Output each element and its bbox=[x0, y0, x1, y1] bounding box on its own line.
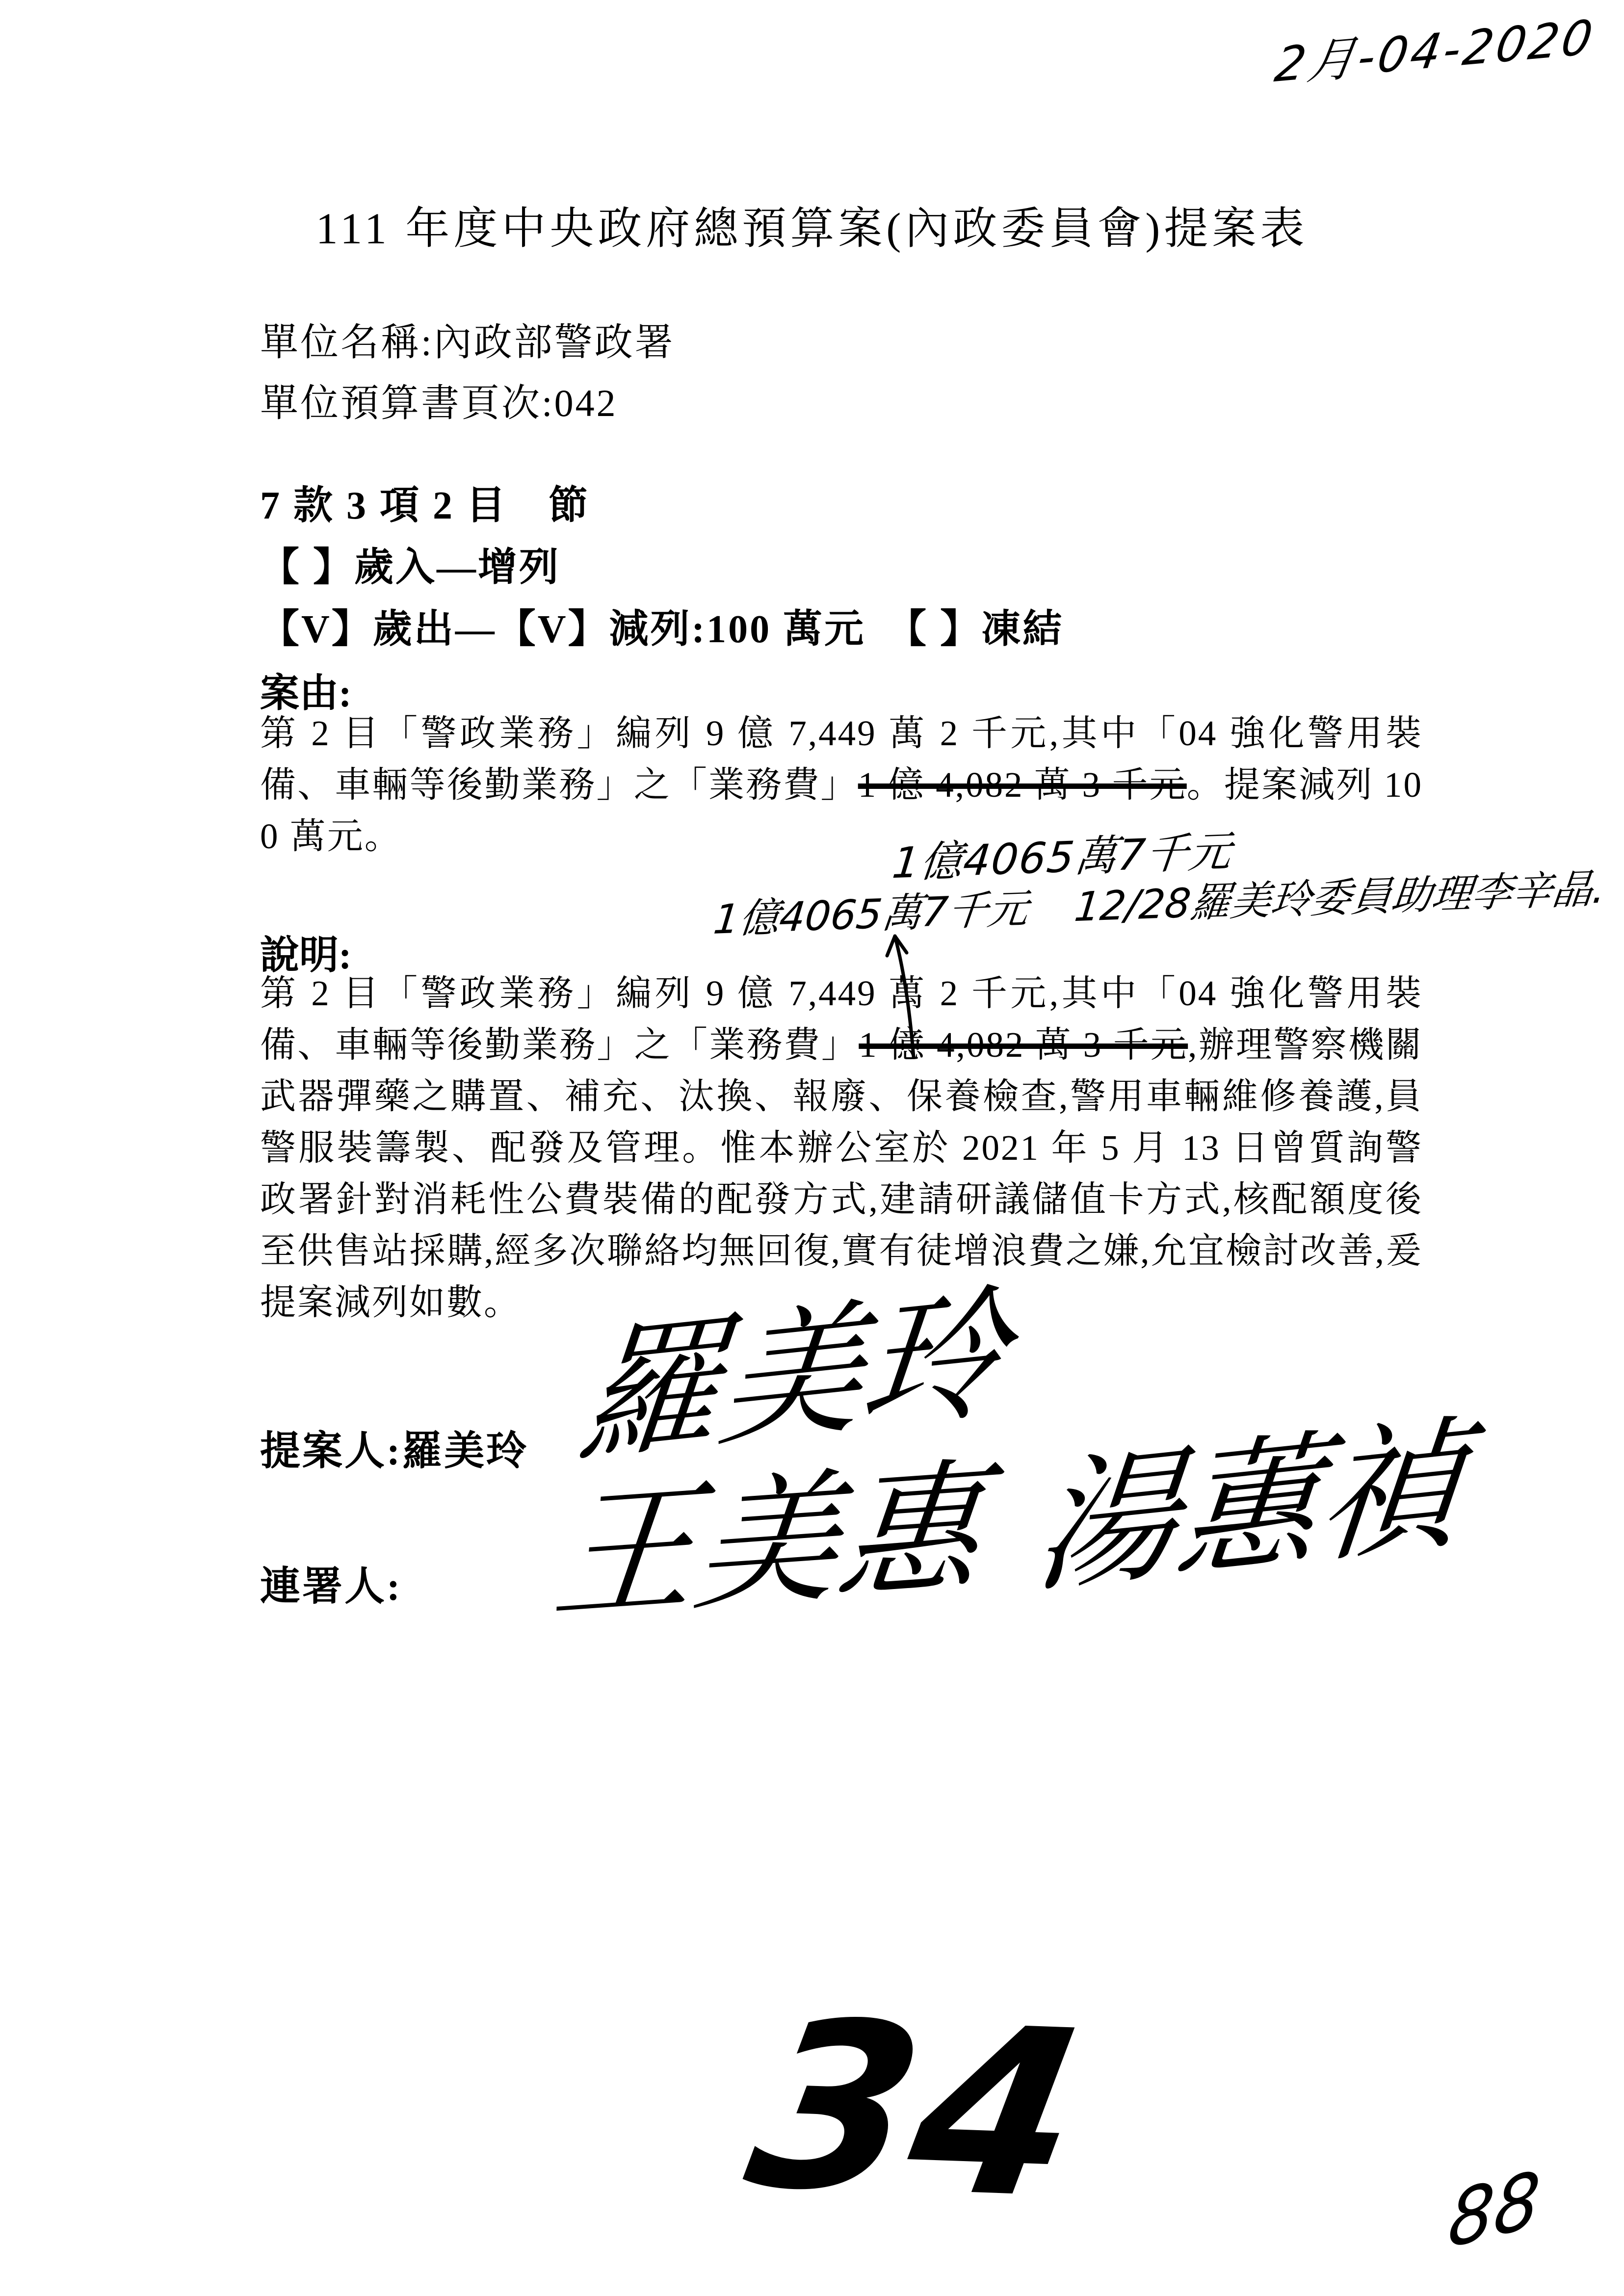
document-title: 111 年度中央政府總預算案(內政委員會)提案表 bbox=[315, 205, 1309, 253]
margin-note-gap bbox=[1027, 921, 1074, 922]
handwritten-page-number: 34 bbox=[732, 1971, 1100, 2249]
case-struck-amount: 1 億 4,082 萬 3 千元 bbox=[858, 765, 1187, 805]
explanation-text-after: ,辦理警察機關武器彈藥之購置、補充、汰換、報廢、保養檢查,警用車輛維修養護,員警服裝籌製、配發及管理。惟本辦公室於 2021 年 5 月 13 日曾質詢警政署針對消耗性公費裝備的配發方式,建請研議儲值卡方式,核配額度後至供售站採購,經多次聯絡均無回復,實有徒增浪費之嫌,允宜檢討改善,爰提案減列如數。 bbox=[260, 1025, 1423, 1322]
explanation-paragraph bbox=[260, 967, 1423, 1328]
expenditure-option-line: 【V】歲出—【V】減列:100 萬元 【 】凍結 bbox=[260, 608, 1064, 651]
margin-note-text: 12/28羅美玲委員助理李辛晶. bbox=[1072, 865, 1608, 931]
budget-item-block bbox=[260, 475, 1064, 660]
cosigner-label: 連署人: bbox=[260, 1564, 402, 1609]
corner-scribble-mark: 88 bbox=[1445, 2154, 1543, 2267]
explanation-heading: 說明: bbox=[260, 934, 352, 977]
cosigner-signature-1: 王美惠 bbox=[546, 1444, 990, 1642]
margin-note-amount: 1億4065萬7千元 bbox=[711, 886, 1031, 943]
unit-name: 單位名稱:內政部警政署 bbox=[260, 321, 675, 364]
unit-budget-page: 單位預算書頁次:042 bbox=[260, 382, 618, 424]
unit-info-block bbox=[260, 312, 675, 434]
revenue-option-line: 【 】歲入—增列 bbox=[260, 546, 560, 589]
budget-item-line: 7 款 3 項 2 目 節 bbox=[260, 484, 590, 527]
explanation-text-before: 第 2 目「警政業務」編列 9 億 7,449 萬 2 千元,其中「04 強化警用裝備、車輛等後勤業務」之「業務費」 bbox=[260, 973, 1423, 1065]
case-heading: 案由: bbox=[260, 672, 352, 715]
handwritten-correction-amount: 1億4065萬7千元 bbox=[890, 827, 1235, 888]
case-paragraph bbox=[260, 707, 1423, 862]
case-text-after: 。提案減列 100 萬元。 bbox=[260, 765, 1423, 856]
corner-date-note: 2月-04-2020 bbox=[1271, 9, 1599, 93]
cosigner-signature-2: 湯蕙禎 bbox=[1027, 1401, 1470, 1614]
case-text-before: 第 2 目「警政業務」編列 9 億 7,449 萬 2 千元,其中「04 強化警用裝備、車輛等後勤業務」之「業務費」 bbox=[260, 713, 1423, 805]
proposer-label: 提案人:羅美玲 bbox=[260, 1429, 529, 1473]
proposer-signature: 羅美玲 bbox=[571, 1269, 1014, 1483]
explanation-struck-amount: 1 億 4,082 萬 3 千元 bbox=[859, 1025, 1188, 1065]
